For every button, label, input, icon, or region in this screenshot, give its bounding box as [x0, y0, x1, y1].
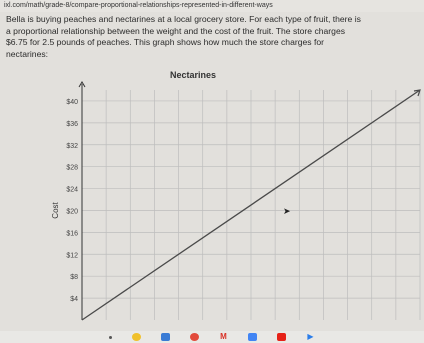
y-tick-label: $12: [66, 252, 78, 260]
dot-icon[interactable]: [109, 336, 112, 339]
problem-line: nectarines:: [6, 48, 49, 59]
y-tick-label: $20: [66, 208, 78, 216]
docs-icon[interactable]: [248, 333, 257, 341]
problem-line: a proportional relationship between the weight and the cost of the fruit. The store charges: [6, 25, 346, 36]
youtube-icon[interactable]: [277, 333, 286, 341]
mouse-cursor-icon: ➤: [283, 206, 291, 216]
address-bar[interactable]: ixl.com/math/grade-8/compare-proportional-relationships-represented-in-different-ways: [0, 0, 424, 12]
y-tick-label: $36: [66, 120, 78, 128]
play-icon[interactable]: ▶: [307, 332, 314, 341]
y-tick-label: $32: [66, 142, 78, 150]
problem-line: Bella is buying peaches and nectarines at a local grocery store. For each type of fruit, there is: [6, 14, 361, 24]
chart-title: Nectarines: [170, 70, 217, 80]
y-tick-label: $8: [70, 274, 78, 282]
gmail-icon[interactable]: M: [220, 332, 227, 341]
y-tick-label: $4: [70, 296, 78, 304]
y-tick-label: $24: [66, 186, 78, 194]
chrome-icon[interactable]: [132, 333, 141, 341]
taskbar: [0, 331, 424, 343]
y-tick-label: $40: [66, 98, 78, 106]
y-axis-label: Cost: [51, 202, 60, 219]
files-icon[interactable]: [161, 333, 170, 341]
circle-icon[interactable]: [190, 333, 199, 341]
y-tick-label: $28: [66, 164, 78, 172]
problem-line: $6.75 for 2.5 pounds of peaches. This graph shows how much the store charges for: [6, 37, 324, 48]
y-tick-label: $16: [66, 230, 78, 238]
